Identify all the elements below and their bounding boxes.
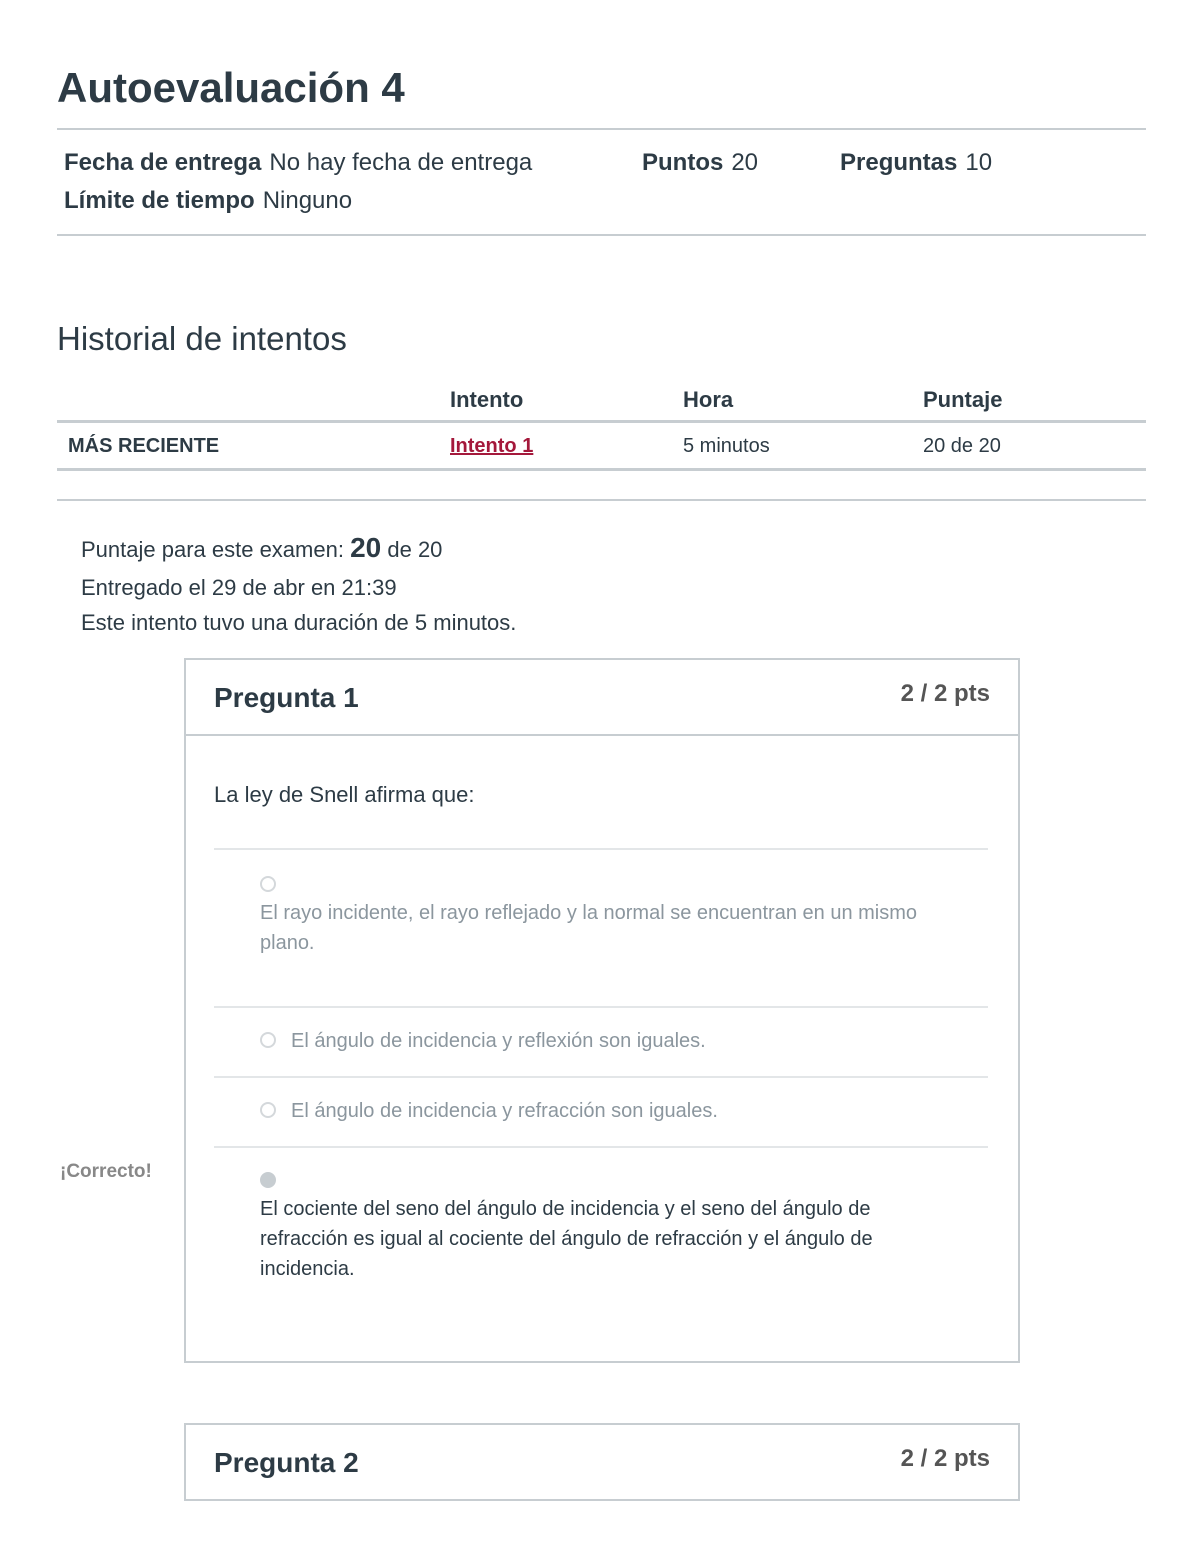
column-header-time: Hora bbox=[683, 387, 734, 412]
time-limit-label: Límite de tiempo bbox=[64, 187, 255, 214]
attempt-link[interactable]: Intento 1 bbox=[450, 435, 534, 457]
question-card-2 bbox=[184, 1423, 1020, 1501]
correct-answer-tag: ¡Correcto! bbox=[60, 1161, 152, 1182]
answer-divider bbox=[214, 1076, 988, 1078]
points-label: Puntos bbox=[642, 149, 724, 176]
question-card-1 bbox=[184, 658, 1020, 1363]
page-title: Autoevaluación 4 bbox=[57, 64, 405, 111]
answer-divider bbox=[214, 848, 988, 850]
question-title: Pregunta 1 bbox=[214, 682, 359, 713]
due-date bbox=[64, 149, 532, 177]
column-header-attempt: Intento bbox=[450, 387, 524, 412]
points-info bbox=[642, 149, 758, 177]
radio-button-selected[interactable] bbox=[260, 1172, 276, 1188]
answer-text: El ángulo de incidencia y reflexión son iguales. bbox=[291, 1030, 706, 1052]
score-prefix: Puntaje para este examen: bbox=[81, 537, 344, 562]
table-bottom-divider bbox=[57, 468, 1146, 471]
question-header bbox=[186, 1425, 1018, 1499]
radio-button[interactable] bbox=[260, 1032, 276, 1048]
time-limit-value: Ninguno bbox=[262, 187, 353, 214]
column-header-score: Puntaje bbox=[923, 387, 1003, 412]
answer-text: El ángulo de incidencia y refracción son iguales. bbox=[291, 1100, 718, 1122]
table-header-divider bbox=[57, 420, 1146, 423]
question-text: La ley de Snell afirma que: bbox=[214, 782, 475, 807]
points-value: 20 bbox=[731, 149, 759, 176]
question-title: Pregunta 2 bbox=[214, 1447, 359, 1478]
attempt-duration: Este intento tuvo una duración de 5 minutos. bbox=[81, 610, 517, 635]
due-date-label: Fecha de entrega bbox=[64, 149, 262, 176]
score-summary bbox=[81, 532, 442, 564]
answer-divider bbox=[214, 1006, 988, 1008]
divider bbox=[57, 499, 1146, 501]
question-points: 2 / 2 pts bbox=[900, 680, 990, 707]
score-suffix: de 20 bbox=[387, 537, 443, 562]
answer-text: El cociente del seno del ángulo de incidencia y el seno del ángulo de refracción es igual al cociente del ángulo de refracción y el ángulo de incidencia. bbox=[260, 1198, 873, 1280]
submitted-date: Entregado el 29 de abr en 21:39 bbox=[81, 575, 397, 600]
question-header bbox=[186, 660, 1018, 736]
divider bbox=[57, 234, 1146, 236]
attempt-score: 20 de 20 bbox=[923, 435, 1001, 457]
questions-info bbox=[840, 149, 992, 177]
answer-text: El rayo incidente, el rayo reflejado y la normal se encuentran en un mismo plano. bbox=[260, 902, 918, 954]
divider bbox=[57, 128, 1146, 130]
questions-label: Preguntas bbox=[840, 149, 958, 176]
answer-divider bbox=[214, 1146, 988, 1148]
radio-button[interactable] bbox=[260, 1102, 276, 1118]
score-value: 20 bbox=[350, 532, 382, 563]
attempt-time: 5 minutos bbox=[683, 435, 770, 457]
time-limit bbox=[64, 187, 352, 215]
due-date-value: No hay fecha de entrega bbox=[269, 149, 533, 176]
radio-button[interactable] bbox=[260, 876, 276, 892]
questions-value: 10 bbox=[965, 149, 993, 176]
question-points: 2 / 2 pts bbox=[900, 1445, 990, 1472]
row-label: MÁS RECIENTE bbox=[68, 435, 220, 457]
attempt-history-heading: Historial de intentos bbox=[57, 320, 347, 357]
